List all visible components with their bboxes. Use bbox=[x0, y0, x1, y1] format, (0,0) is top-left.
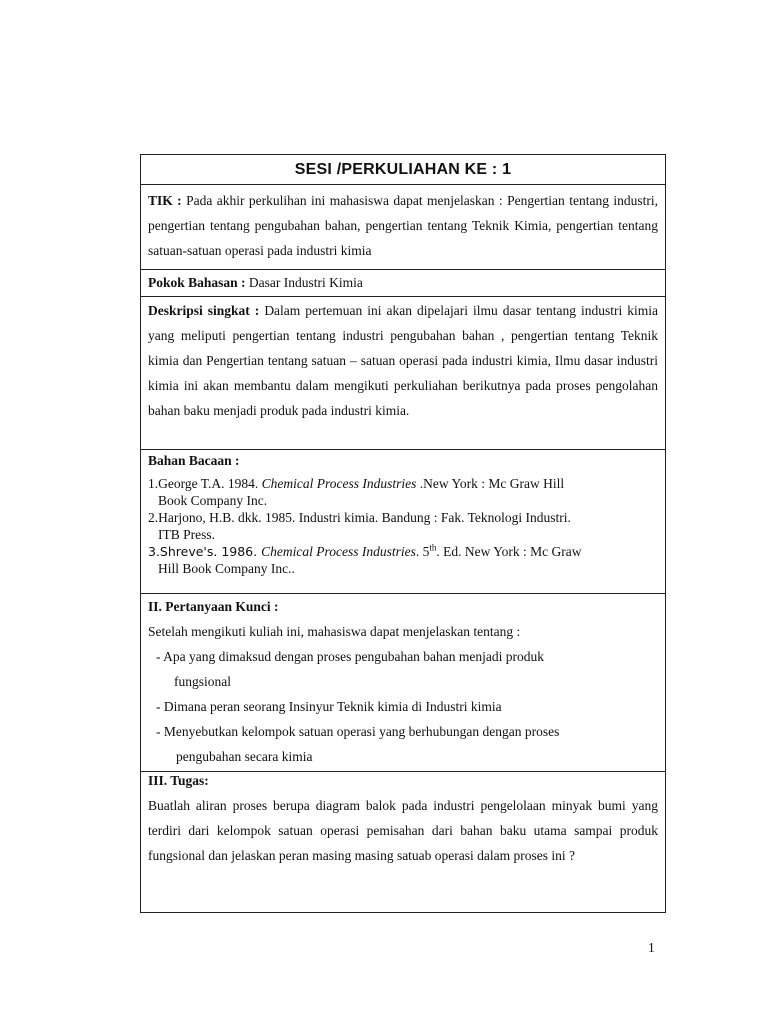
session-table bbox=[140, 154, 666, 913]
pertanyaan-kunci-heading bbox=[148, 594, 658, 619]
reference-continuation: Book Company Inc. bbox=[158, 493, 268, 508]
tik-text: Pada akhir perkulihan ini mahasiswa dapat menjelaskan : Pengertian tentang industri, pengertian tentang pengubahan bahan, pengertian tentang Teknik Kimia, pengertian tentang satuan-satuan operasi pada industri kimia bbox=[148, 193, 658, 258]
bahan-bacaan-label: Bahan Bacaan : bbox=[148, 453, 240, 468]
deskripsi-label: Deskripsi singkat : bbox=[148, 303, 260, 318]
pokok-bahasan-label: Pokok Bahasan : bbox=[148, 275, 246, 290]
reference-continuation: Hill Book Company Inc.. bbox=[158, 561, 295, 576]
reference-item bbox=[148, 543, 658, 577]
question-item-continuation: fungsional bbox=[174, 674, 231, 689]
question-item: - Menyebutkan kelompok satuan operasi yang berhubungan dengan proses bbox=[156, 724, 560, 739]
tugas-text: Buatlah aliran proses berupa diagram balok pada industri pengelolaan minyak bumi yang terdiri dari kelompok satuan operasi pemisahan dari bahan baku utama sampai produk fungsional dan jelaskan peran masing masing satuab operasi dalam proses ini ? bbox=[148, 798, 658, 863]
reference-continuation: ITB Press. bbox=[158, 527, 215, 542]
tik-paragraph bbox=[148, 188, 658, 263]
pertanyaan-kunci-number: II bbox=[148, 599, 159, 614]
reference-superscript: th bbox=[429, 542, 437, 553]
reference-suffix: .New York : Mc Graw Hill bbox=[416, 476, 565, 491]
tik-row bbox=[141, 185, 665, 270]
tugas-row bbox=[141, 772, 665, 912]
reference-title: Chemical Process Industries bbox=[261, 544, 416, 559]
pertanyaan-kunci-label: . Pertanyaan Kunci : bbox=[158, 599, 279, 614]
deskripsi-text: Dalam pertemuan ini akan dipelajari ilmu dasar tentang industri kimia yang meliputi pengertian tentang industri pengubahan bahan , pengertian tentang Teknik kimia dan Pengertian tentang satuan – satuan operasi pada industri kimia, Ilmu dasar industri kimia ini akan membantu dalam mengikuti perkuliahan berikutnya pada proses pengolahan bahan baku menjadi produk pada industri kimia. bbox=[148, 303, 659, 418]
pertanyaan-kunci-intro: Setelah mengikuti kuliah ini, mahasiswa dapat menjelaskan tentang : bbox=[148, 624, 521, 639]
pokok-bahasan-text: Dasar Industri Kimia bbox=[248, 275, 363, 290]
tik-label: TIK : bbox=[148, 193, 182, 208]
reference-item bbox=[148, 475, 658, 509]
reference-list bbox=[148, 475, 658, 577]
bahan-bacaan-row bbox=[141, 451, 665, 594]
reference-prefix: 1.George T.A. 1984. bbox=[148, 476, 262, 491]
page-number: 1 bbox=[648, 940, 655, 955]
pokok-bahasan-row bbox=[141, 270, 665, 297]
reference-item bbox=[148, 509, 658, 543]
reference-prefix: 3.Shreve's. 1986. bbox=[148, 544, 262, 559]
title-row bbox=[141, 155, 665, 185]
reference-suffix-pre: . 5 bbox=[415, 544, 430, 559]
tugas-label: III. Tugas: bbox=[148, 773, 209, 788]
question-item: - Apa yang dimaksud dengan proses pengubahan bahan menjadi produk bbox=[156, 649, 545, 664]
question-item: - Dimana peran seorang Insinyur Teknik kimia di Industri kimia bbox=[156, 699, 502, 714]
reference-title: Chemical Process Industries bbox=[261, 476, 417, 491]
question-item-continuation: pengubahan secara kimia bbox=[176, 749, 313, 764]
reference-suffix: . Ed. New York : Mc Graw bbox=[436, 544, 582, 559]
session-title: SESI /PERKULIAHAN KE : 1 bbox=[294, 160, 512, 178]
deskripsi-paragraph bbox=[148, 298, 658, 423]
pertanyaan-kunci-row bbox=[141, 594, 665, 772]
deskripsi-row bbox=[141, 297, 665, 450]
reference-prefix: 2.Harjono, H.B. dkk. 1985. Industri kimia. Bandung : Fak. Teknologi Industri. bbox=[148, 510, 571, 525]
